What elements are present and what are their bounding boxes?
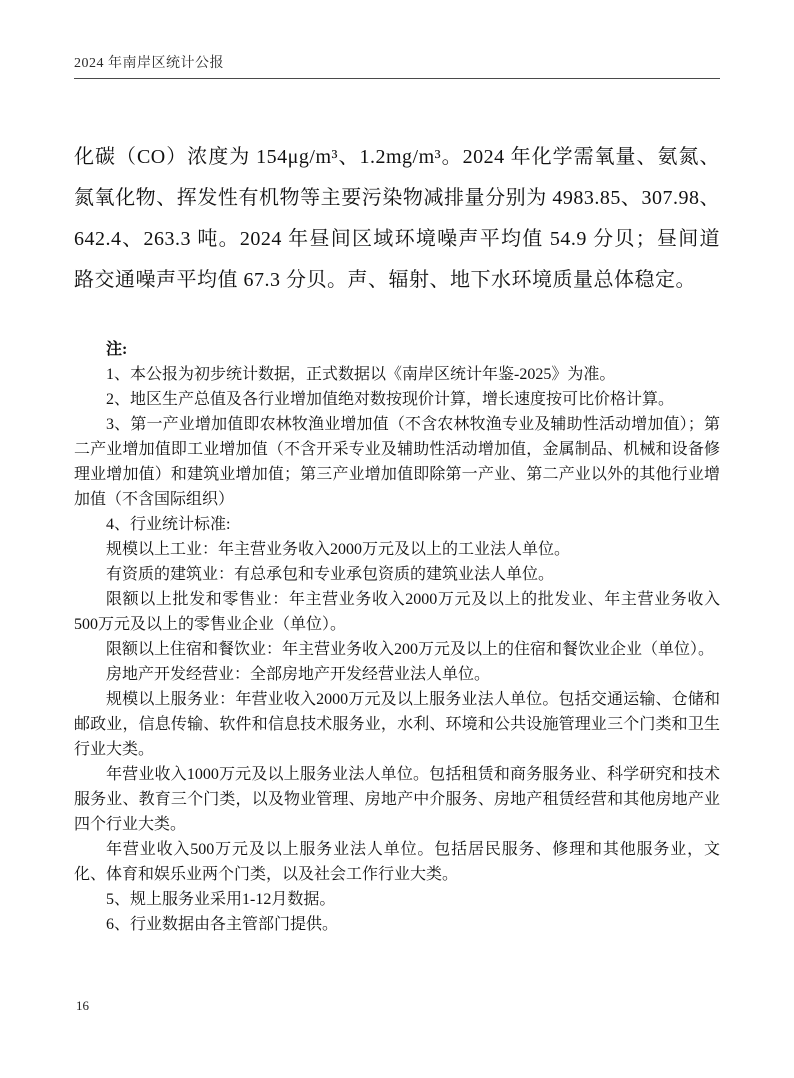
page-header xyxy=(74,52,720,79)
note-item-14: 6、行业数据由各主管部门提供。 xyxy=(106,916,339,933)
note-item-5: 规模以上工业：年主营业务收入2000万元及以上的工业法人单位。 xyxy=(106,541,571,558)
note-item-13: 5、规上服务业采用1-12月数据。 xyxy=(106,891,336,908)
note-item-6: 有资质的建筑业：有总承包和专业承包资质的建筑业法人单位。 xyxy=(106,566,555,583)
notes-section xyxy=(74,337,720,937)
note-item-1: 1、本公报为初步统计数据，正式数据以《南岸区统计年鉴-2025》为准。 xyxy=(106,366,616,383)
note-item-2: 2、地区生产总值及各行业增加值绝对数按现价计算，增长速度按可比价格计算。 xyxy=(106,391,675,408)
note-item-11: 年营业收入1000万元及以上服务业法人单位。包括租赁和商务服务业、科学研究和技术服务业、教育三个门类，以及物业管理、房地产中介服务、房地产租赁经营和其他房地产业四个行业大类。 xyxy=(74,766,720,833)
body-paragraph: 化碳（CO）浓度为 154μg/m³、1.2mg/m³。2024 年化学需氧量、氨氮、氮氧化物、挥发性有机物等主要污染物减排量分别为 4983.85、307.98、642.4、263.3 吨。2024 年昼间区域环境噪声平均值 54.9 分贝；昼间道路交通噪声平均值 67.3 分贝。声、辐射、地下水环境质量总体稳定。 xyxy=(74,146,720,291)
note-item-4: 4、行业统计标准: xyxy=(106,516,231,533)
header-title: 2024 年南岸区统计公报 xyxy=(74,56,224,71)
note-item-3: 3、第一产业增加值即农林牧渔业增加值（不含农林牧渔专业及辅助性活动增加值）；第二产业增加值即工业增加值（不含开采专业及辅助性活动增加值，金属制品、机械和设备修理业增加值）和建筑业增加值；第三产业增加值即除第一产业、第二产业以外的其他行业增加值（不含国际组织） xyxy=(74,416,720,508)
notes-label: 注: xyxy=(106,341,128,358)
note-item-7: 限额以上批发和零售业：年主营业务收入2000万元及以上的批发业、年主营业务收入500万元及以上的零售业企业（单位）。 xyxy=(74,591,720,633)
note-item-10: 规模以上服务业：年营业收入2000万元及以上服务业法人单位。包括交通运输、仓储和邮政业，信息传输、软件和信息技术服务业，水利、环境和公共设施管理业三个门类和卫生行业大类。 xyxy=(74,691,720,758)
note-item-9: 房地产开发经营业：全部房地产开发经营业法人单位。 xyxy=(106,666,491,683)
note-item-12: 年营业收入500万元及以上服务业法人单位。包括居民服务、修理和其他服务业，文化、体育和娱乐业两个门类，以及社会工作行业大类。 xyxy=(74,841,720,883)
note-item-8: 限额以上住宿和餐饮业：年主营业务收入200万元及以上的住宿和餐饮业企业（单位）。 xyxy=(106,641,715,658)
page-number: 16 xyxy=(76,998,89,1013)
